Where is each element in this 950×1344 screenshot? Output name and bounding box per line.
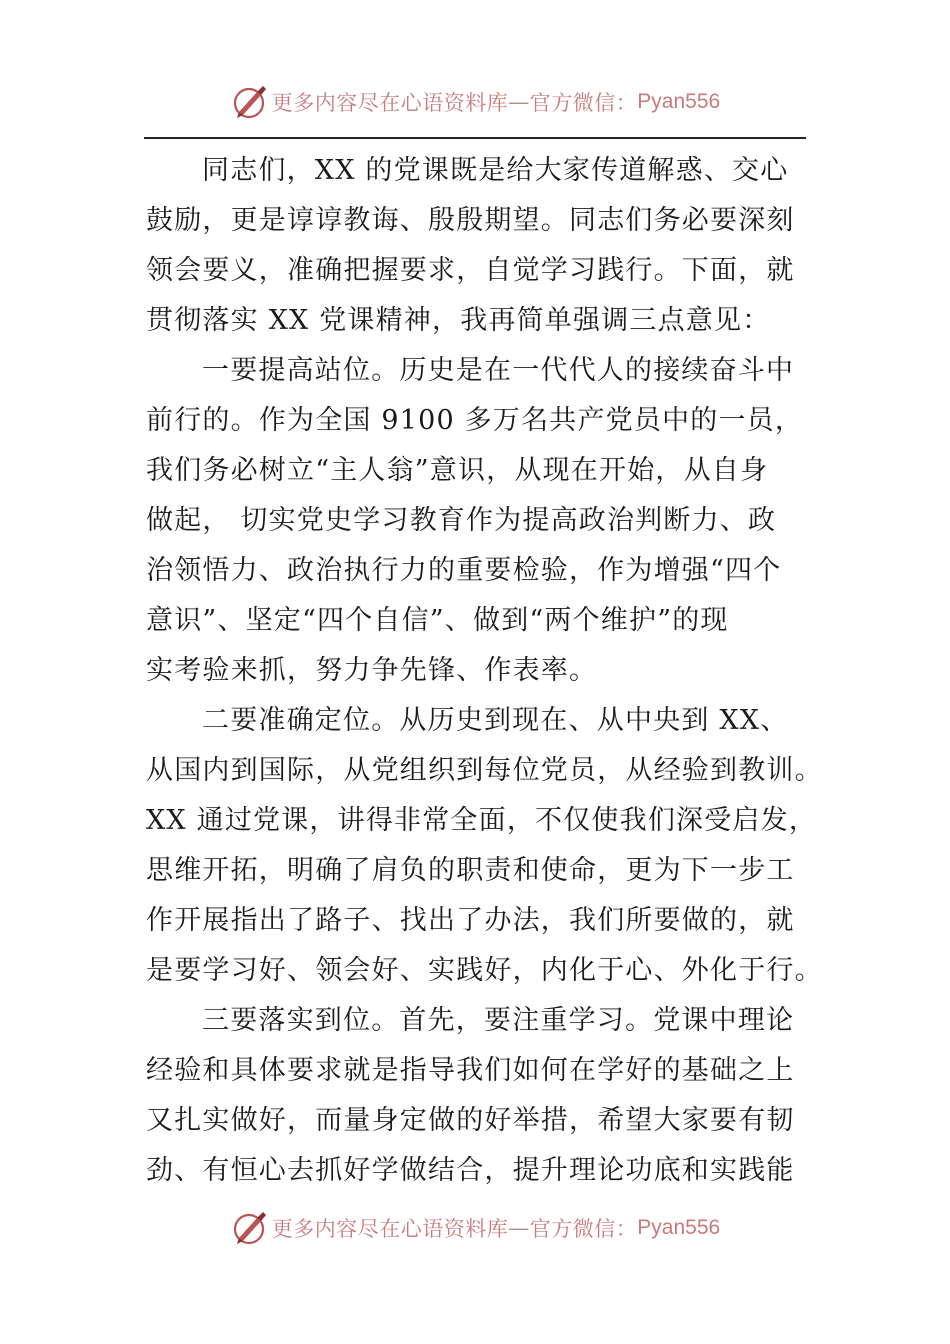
paragraph bbox=[146, 346, 814, 696]
text-line: 贯彻落实 XX 党课精神，我再简单强调三点意见： bbox=[146, 305, 771, 336]
watermark-id: Pyan556 bbox=[637, 90, 721, 113]
paragraph bbox=[146, 146, 814, 346]
watermark-label: 官方微信： bbox=[529, 1217, 638, 1241]
text-line: 又扎实做好，而量身定做的好举措，希望大家要有韧 bbox=[146, 1105, 795, 1136]
text-line: 鼓励，更是谆谆教诲、殷殷期望。同志们务必要深刻 bbox=[146, 205, 795, 236]
text-line: 思维开拓，明确了肩负的职责和使命，更为下一步工 bbox=[146, 855, 795, 886]
watermark-separator: — bbox=[508, 90, 530, 114]
watermark-id: Pyan556 bbox=[637, 1216, 721, 1239]
watermark-header bbox=[0, 82, 950, 122]
text-line: 三要落实到位。首先，要注重学习。党课中理论 bbox=[202, 1005, 795, 1036]
text-line: 二要准确定位。从历史到现在、从中央到 XX、 bbox=[202, 705, 789, 736]
watermark-footer bbox=[0, 1208, 950, 1248]
paragraph bbox=[146, 996, 814, 1196]
watermark-text: 更多内容尽在心语资料库 bbox=[271, 91, 509, 115]
pen-logo-icon bbox=[230, 1208, 270, 1248]
text-line: 意识”、坚定“四个自信”、做到“两个维护”的现 bbox=[146, 605, 729, 636]
text-line: 治领悟力、政治执行力的重要检验，作为增强“四个 bbox=[146, 555, 782, 586]
header-rule bbox=[144, 137, 806, 139]
paragraph bbox=[146, 696, 823, 996]
text-line: 实考验来抓，努力争先锋、作表率。 bbox=[146, 655, 598, 686]
text-line: 一要提高站位。历史是在一代代人的接续奋斗中 bbox=[202, 355, 795, 386]
text-line: 做起， 切实党史学习教育作为提高政治判断力、政 bbox=[146, 505, 777, 536]
pen-logo-icon bbox=[230, 82, 270, 122]
watermark-separator: — bbox=[508, 1216, 530, 1240]
text-line: 我们务必树立“主人翁”意识，从现在开始，从自身 bbox=[146, 455, 769, 486]
text-line: XX 通过党课，讲得非常全面，不仅使我们深受启发， bbox=[146, 805, 818, 836]
text-line: 经验和具体要求就是指导我们如何在学好的基础之上 bbox=[146, 1055, 795, 1086]
text-line: 作开展指出了路子、找出了办法，我们所要做的，就 bbox=[146, 905, 795, 936]
text-line: 是要学习好、领会好、实践好，内化于心、外化于行。 bbox=[146, 955, 823, 986]
text-line: 前行的。作为全国 9100 多万名共产党员中的一员， bbox=[146, 405, 804, 436]
text-line: 从国内到国际，从党组织到每位党员，从经验到教训。 bbox=[146, 755, 823, 786]
text-line: 劲、有恒心去抓好学做结合，提升理论功底和实践能 bbox=[146, 1155, 795, 1186]
watermark-text: 更多内容尽在心语资料库 bbox=[271, 1217, 509, 1241]
document-body bbox=[146, 146, 823, 1196]
text-line: 领会要义，准确把握要求，自觉学习践行。下面，就 bbox=[146, 255, 795, 286]
text-line: 同志们，XX 的党课既是给大家传道解惑、交心 bbox=[202, 155, 789, 186]
watermark-label: 官方微信： bbox=[529, 91, 638, 115]
